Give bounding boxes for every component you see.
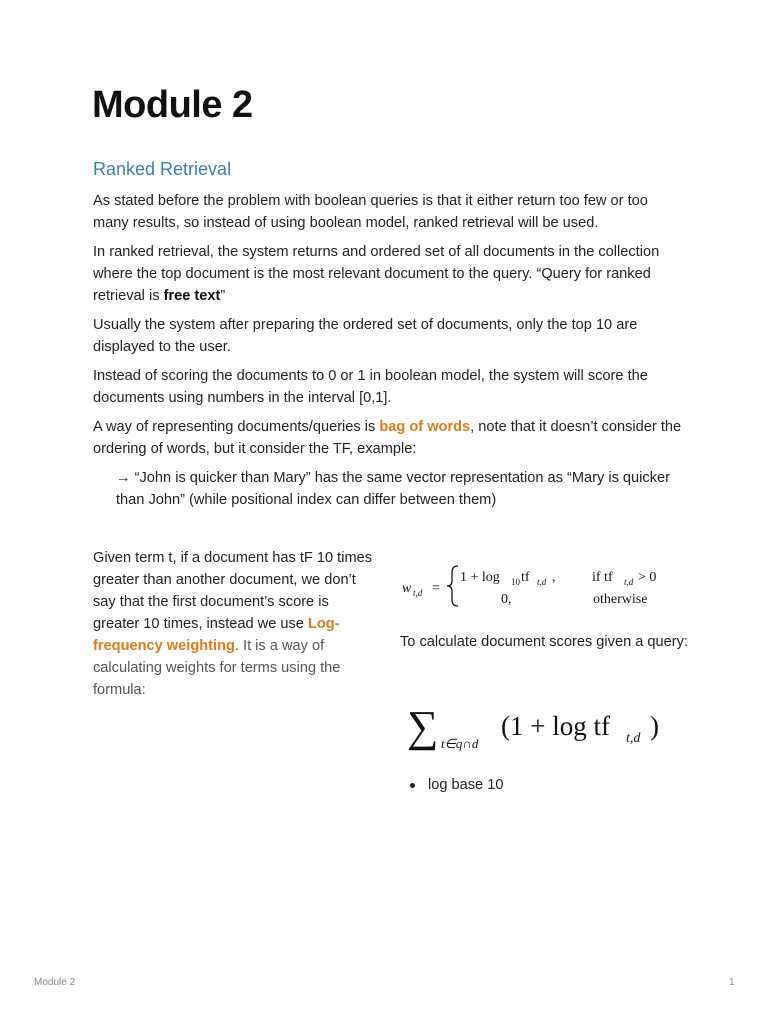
svg-text:= [432, 581, 440, 596]
svg-text:w [402, 581, 412, 596]
log-frequency-text-end: . It is a way of calculating weights for terms using the formula: [93, 638, 341, 698]
list-item [410, 774, 503, 796]
svg-text:(1 + log tf [501, 711, 610, 741]
svg-text:t,d [413, 588, 423, 598]
score-body-sub: t,d [626, 731, 641, 746]
case1-cond-sub: t,d [624, 577, 634, 587]
svg-text:t,d [624, 577, 634, 587]
svg-text:> 0 [638, 570, 656, 585]
paragraph-ranked-retrieval-text: In ranked retrieval, the system returns and ordered set of all documents in the collection where the top document is the most relevant document to the query. “Query for ranked retrieval is [93, 244, 660, 304]
page-title: Module 2 [92, 84, 253, 126]
bullet-icon [410, 783, 415, 788]
body-text [93, 190, 685, 518]
score-close: ) [650, 711, 659, 741]
score-body: (1 + log tf [501, 711, 610, 741]
bag-of-words-highlight: bag of words [379, 419, 471, 435]
section-heading: Ranked Retrieval [93, 159, 232, 179]
svg-text:10 [511, 577, 521, 587]
log-frequency-text-start: Given term t, if a document has tF 10 times greater than another document, we don’t say that the first document’s score is greater 10 times, instead we use [93, 550, 373, 632]
case1-sub: t,d [537, 577, 547, 587]
weight-lhs: w [402, 581, 412, 596]
bullet-text: log base 10 [428, 777, 504, 793]
case1-cond: if tf [592, 570, 613, 585]
footer-page-number: 1 [729, 977, 735, 988]
case1-comma: , [552, 570, 556, 585]
log-frequency-paragraph [93, 547, 378, 701]
bag-of-words-end: , note that it doesn’t consider the ordering of words, but it consider the TF, example: [93, 419, 682, 457]
svg-text:1 + log [460, 570, 500, 585]
footer-module-label: Module 2 [34, 977, 76, 988]
svg-text:∑ [407, 702, 438, 751]
paragraph-ranked-retrieval-end: ” [220, 288, 226, 304]
svg-text:tf [521, 570, 530, 585]
case2-expr: 0, [501, 592, 512, 607]
document-scores-text: To calculate document scores given a query: [400, 634, 688, 650]
case1-cond-end: > 0 [638, 570, 657, 585]
paragraph-example: → “John is quicker than Mary” has the same vector representation as “Mary is quicker than John” (while positional index can differ between them) [116, 470, 670, 508]
paragraph-problem: As stated before the problem with boolean queries is that it either return too few or too many results, so instead of using boolean model, ranked retrieval will be used. [93, 193, 648, 231]
svg-text:, [552, 570, 556, 585]
bag-of-words-start: A way of representing documents/queries is [93, 419, 380, 435]
paragraph-ranked-retrieval [93, 241, 685, 307]
weight-lhs-sub: t,d [413, 588, 423, 598]
score-formula [405, 695, 675, 755]
svg-text:t∈q∩d [441, 736, 479, 751]
sigma-sub: t∈q∩d [441, 736, 479, 751]
svg-text:if tf [592, 570, 613, 585]
case1-tf: tf [521, 570, 530, 585]
paragraph-bag-of-words [93, 416, 685, 460]
paragraph-top-10: Usually the system after preparing the ordered set of documents, only the top 10 are displayed to the user. [93, 317, 638, 355]
log-frequency-highlight: Log-frequency weighting [93, 616, 340, 654]
svg-text:) [650, 711, 659, 741]
svg-text:0, [501, 592, 512, 607]
free-text-bold: free text [163, 288, 221, 304]
weight-formula [400, 560, 690, 612]
weight-equals: = [432, 581, 440, 596]
case1-expr: 1 + log [460, 570, 500, 585]
sigma-icon: ∑ [407, 702, 439, 751]
svg-text:otherwise [593, 592, 647, 607]
svg-text:t,d [626, 731, 641, 746]
svg-text:t,d [537, 577, 547, 587]
paragraph-scoring-interval: Instead of scoring the documents to 0 or 1 in boolean model, the system will score the documents using numbers in the interval [0,1]. [93, 368, 648, 406]
case2-cond: otherwise [593, 592, 648, 607]
case1-base: 10 [511, 577, 520, 587]
brace-icon [447, 566, 458, 606]
